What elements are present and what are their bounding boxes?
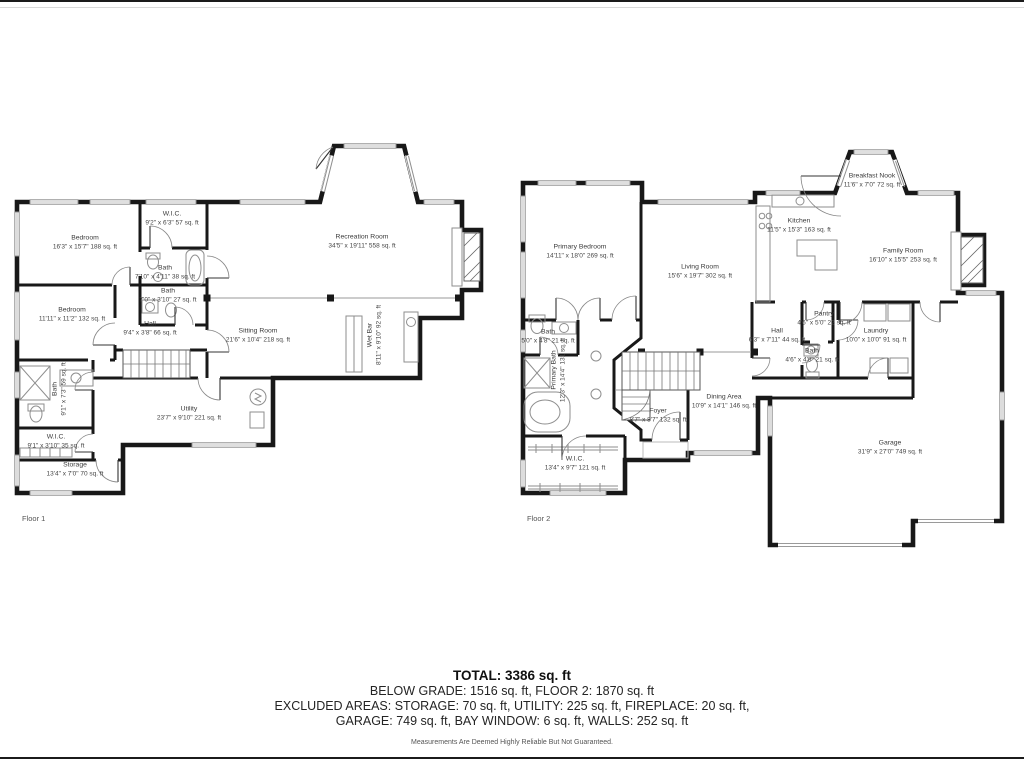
room-label: Recreation Room 34'5" x 19'11" 558 sq. ft: [328, 233, 396, 249]
room-label: Storage 13'4" x 7'0" 70 sq. ft: [46, 461, 104, 477]
area-summary: [0, 668, 1024, 746]
room-label: Primary Bedroom 14'11" x 18'0" 269 sq. ft: [546, 243, 614, 259]
room-label: Dining Area 10'9" x 14'1" 146 sq. ft: [691, 393, 757, 409]
room-label: Utility 23'7" x 9'10" 221 sq. ft: [156, 405, 222, 421]
room-label: Laundry 10'0" x 10'0" 91 sq. ft: [845, 327, 907, 343]
room-label: Kitchen 11'5" x 15'3" 163 sq. ft: [767, 217, 831, 233]
room-label: Living Room 15'6" x 19'7" 302 sq. ft: [667, 263, 733, 279]
room-label: W.I.C. 9'1" x 3'10" 35 sq. ft: [27, 433, 85, 449]
room-label: Sitting Room 21'6" x 10'4" 218 sq. ft: [225, 327, 291, 343]
excluded-areas-text-2: GARAGE: 749 sq. ft, BAY WINDOW: 6 sq. ft, WALLS: 252 sq. ft: [335, 714, 689, 728]
room-label: Garage 31'9" x 27'0" 749 sq. ft: [857, 439, 923, 455]
room-label: Bedroom 16'3" x 15'7" 188 sq. ft: [52, 234, 118, 250]
room-label: Bedroom 11'11" x 11'2" 132 sq. ft: [38, 306, 106, 322]
room-label: W.I.C. 9'2" x 6'3" 57 sq. ft: [145, 210, 199, 226]
floor1-stairs: [123, 350, 190, 378]
room-label: Bath 7'10" x 4'11" 38 sq. ft: [134, 264, 196, 280]
room-label: Bath 5'0" x 4'8" 21 sq. ft: [521, 328, 575, 344]
excluded-areas-text: EXCLUDED AREAS: STORAGE: 70 sq. ft, UTILITY: 225 sq. ft, FIREPLACE: 20 sq. ft,: [274, 699, 750, 713]
room-label: Hall 9'4" x 3'8" 66 sq. ft: [123, 320, 177, 336]
room-label: Bath 9'1" x 7'3" 59 sq. ft: [51, 362, 67, 416]
room-label: Foyer 8'7" x 8'7" 132 sq. ft: [629, 407, 687, 423]
floor2-fireplace: [951, 232, 983, 290]
floor1-caption: Floor 1: [22, 514, 46, 523]
room-label: Hall 6'3" x 7'11" 44 sq. ft: [748, 327, 806, 343]
room-label: Bath 4'6" x 4'8" 21 sq. ft: [785, 347, 839, 363]
room-label: Wet Bar 8'11" x 9'10" 92 sq. ft: [366, 304, 382, 366]
floor1-fireplace: [452, 228, 480, 286]
room-label: Breakfast Nook 11'6" x 7'0" 72 sq. ft: [843, 172, 901, 188]
floor-areas-text: BELOW GRADE: 1516 sq. ft, FLOOR 2: 1870 sq. ft: [369, 684, 655, 698]
room-label: Primary Bath 12'3" x 14'4" 131 sq. ft: [550, 337, 566, 403]
total-area-text: TOTAL: 3386 sq. ft: [452, 668, 572, 683]
room-label: W.I.C. 13'4" x 9'7" 121 sq. ft: [544, 455, 606, 471]
room-label: Family Room 16'10" x 15'5" 253 sq. ft: [869, 247, 937, 263]
room-label: Bath 7'0" x 3'10" 27 sq. ft: [139, 287, 197, 303]
floor2-caption: Floor 2: [527, 514, 551, 523]
room-label: Pantry 4'6" x 5'0" 22 sq. ft: [797, 310, 851, 326]
disclaimer-text: Measurements Are Deemed Highly Reliable But Not Guaranteed.: [411, 739, 613, 746]
